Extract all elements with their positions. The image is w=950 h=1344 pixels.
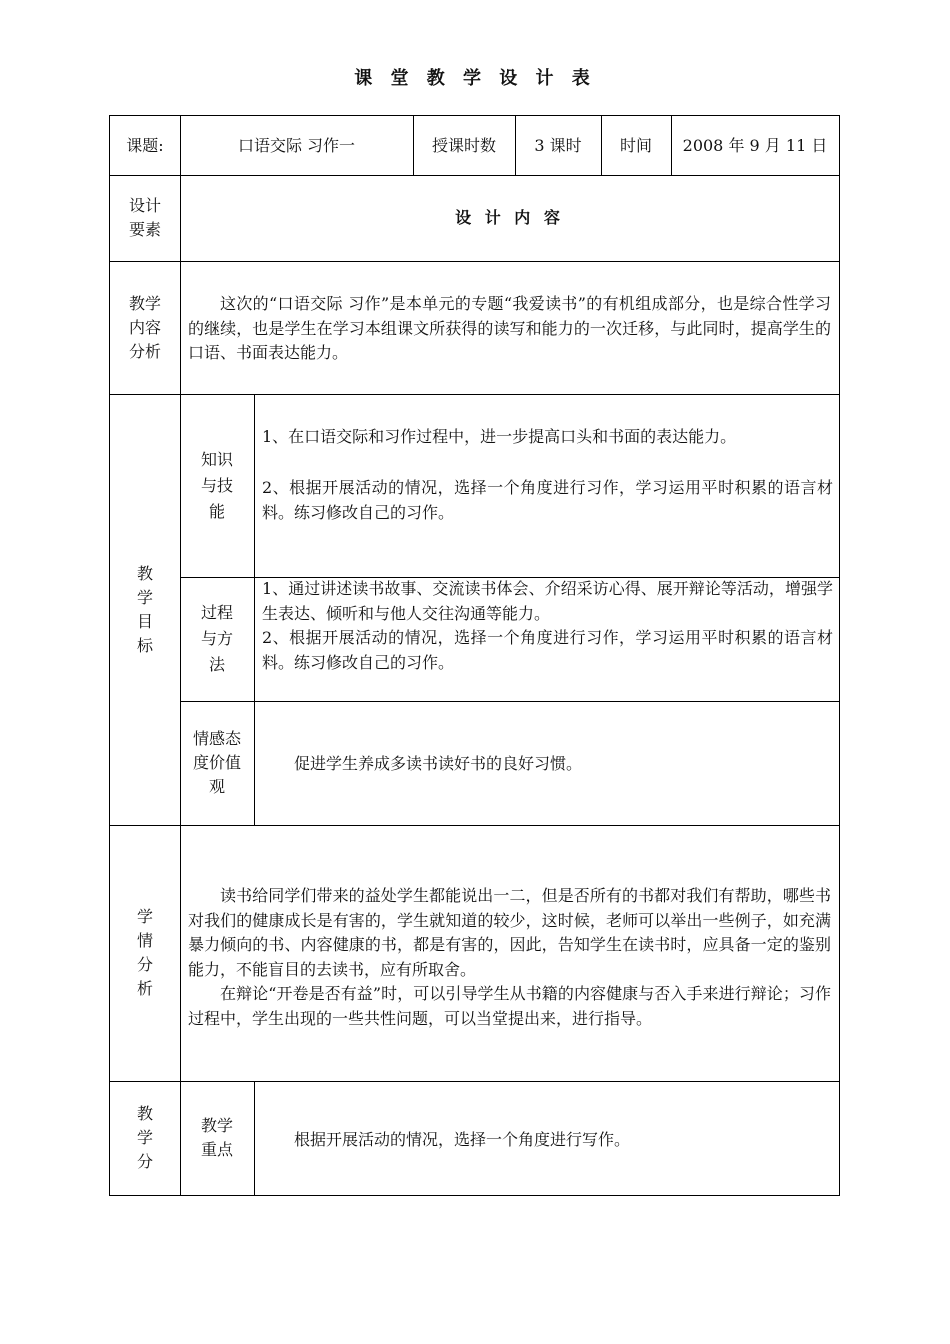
key-point-text: 根据开展活动的情况，选择一个角度进行写作。 [294, 1130, 631, 1149]
time-value: 2008 年 9 月 11 日 [682, 135, 828, 155]
analysis-label: 教学内容分析 [128, 293, 161, 361]
page-title: 课 堂 教 学 设 计 表 [354, 68, 596, 89]
process-item-2: 2、根据开展活动的情况，选择一个角度进行习作，学习运用平时积累的语言材料。练习修改自己的习作。 [262, 628, 833, 672]
goals-label: 教学目标 [136, 563, 153, 655]
knowledge-item-1: 1、在口语交际和习作过程中，进一步提高口头和书面的表达能力。 [262, 427, 737, 446]
topic-value: 口语交际 习作一 [237, 135, 356, 155]
design-content-header: 设 计 内 容 [455, 208, 564, 227]
hours-label: 授课时数 [431, 135, 496, 155]
focus-label: 教学分 [136, 1104, 153, 1171]
learner-para-2: 在辩论“开卷是否有益”时，可以引导学生从书籍的内容健康与否入手来进行辩论；习作过程中，学生出现的一些共性问题，可以当堂提出来，进行指导。 [188, 984, 831, 1028]
learner-label: 学情分析 [136, 907, 153, 998]
design-elements-label: 设计要素 [128, 196, 161, 239]
hours-value: 3 课时 [534, 135, 582, 155]
emotion-label: 情感态度价值观 [192, 729, 241, 796]
process-label: 过程与方法 [200, 603, 233, 674]
time-label: 时间 [619, 135, 652, 155]
key-point-label: 教学重点 [200, 1116, 233, 1159]
topic-label: 课题: [126, 135, 164, 155]
emotion-text: 促进学生养成多读书读好书的良好习惯。 [294, 754, 583, 773]
lesson-design-table [109, 115, 840, 1196]
process-item-1: 1、通过讲述读书故事、交流读书体会、介绍采访心得、展开辩论等活动，增强学生表达、倾听和与他人交往沟通等能力。 [262, 579, 833, 623]
analysis-text: 这次的“口语交际 习作”是本单元的专题“我爱读书”的有机组成部分，也是综合性学习的继续，也是学生在学习本组课文所获得的读写和能力的一次迁移，与此同时，提高学生的口语、书面表达能力。 [188, 294, 831, 362]
learner-para-1: 读书给同学们带来的益处学生都能说出一二，但是否所有的书都对我们有帮助，哪些书对我们的健康成长是有害的，学生就知道的较少，这时候，老师可以举出一些例子，如充满暴力倾向的书、内容健康的书，都是有害的，因此，告知学生在读书时，应具备一定的鉴别能力，不能盲目的去读书，应有所取舍。 [188, 886, 831, 979]
knowledge-label: 知识与技能 [200, 449, 233, 521]
knowledge-item-2: 2、根据开展活动的情况，选择一个角度进行习作，学习运用平时积累的语言材料。练习修改自己的习作。 [262, 478, 833, 522]
